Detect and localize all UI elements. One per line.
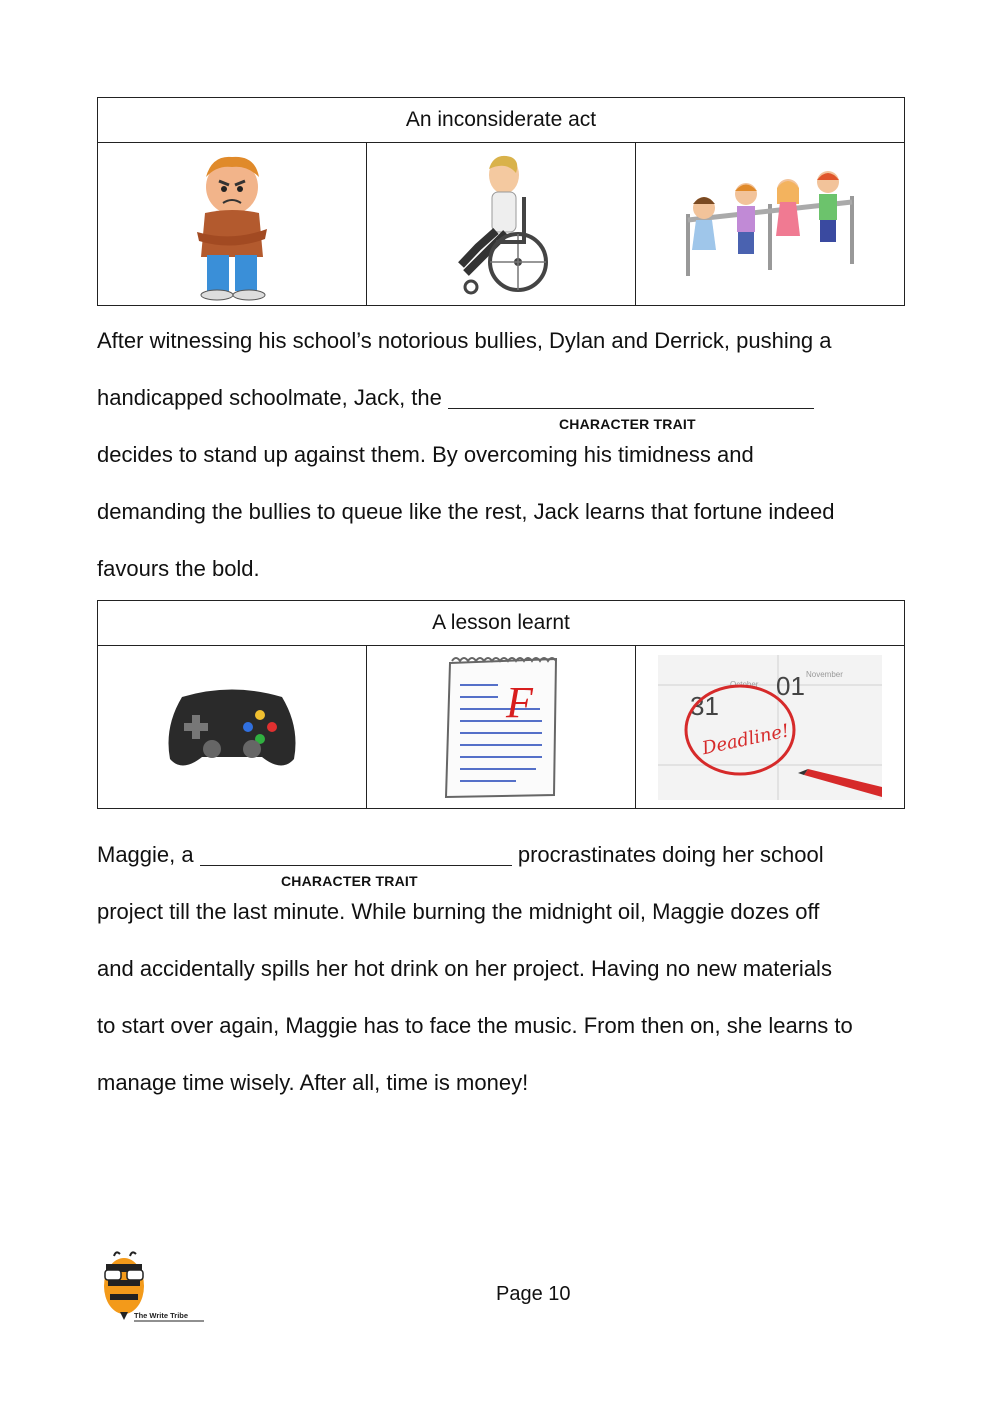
logo-text: The Write Tribe xyxy=(134,1311,189,1320)
story-2-line-4: to start over again, Maggie has to face the music. From then on, she learns to xyxy=(97,1013,853,1038)
panel-inconsiderate-act xyxy=(97,97,905,306)
wheelchair-boy-image xyxy=(366,143,635,305)
story-2-line-2: project till the last minute. While burning the midnight oil, Maggie dozes off xyxy=(97,899,820,924)
panel-lesson-learnt xyxy=(97,600,905,809)
panel-title: A lesson learnt xyxy=(98,601,904,646)
story-2-line-3: and accidentally spills her hot drink on her project. Having no new materials xyxy=(97,956,832,981)
story-1-line-4: demanding the bullies to queue like the rest, Jack learns that fortune indeed xyxy=(97,499,835,524)
failed-paper-image xyxy=(366,646,635,808)
story-1-line-3: decides to stand up against them. By overcoming his timidness and xyxy=(97,442,754,467)
character-trait-blank-2[interactable] xyxy=(200,845,512,866)
character-trait-label-1: CHARACTER TRAIT xyxy=(559,416,696,432)
calendar-month-november: November xyxy=(806,669,843,679)
character-trait-label-2: CHARACTER TRAIT xyxy=(281,873,418,889)
character-trait-blank-1[interactable] xyxy=(448,388,814,409)
deadline-calendar-image xyxy=(635,646,904,808)
story-2-line-1-start: Maggie, a xyxy=(97,842,194,867)
story-1-line-2 xyxy=(97,385,814,411)
angry-boy-image xyxy=(98,143,366,305)
story-2-line-5: manage time wisely. After all, time is money! xyxy=(97,1070,529,1095)
story-1-line-5: favours the bold. xyxy=(97,556,260,581)
calendar-month-october: October xyxy=(730,679,759,689)
grade-text: F xyxy=(506,677,533,727)
story-2-line-1 xyxy=(97,842,824,868)
story-1-line-2-text: handicapped schoolmate, Jack, the xyxy=(97,385,442,410)
deadline-text: Deadline! xyxy=(700,719,792,759)
story-2-line-1-end: procrastinates doing her school xyxy=(517,842,824,867)
calendar-day-31: 31 xyxy=(690,690,719,721)
calendar-day-01: 01 xyxy=(776,670,805,701)
children-queue-image xyxy=(635,143,904,305)
panel-title: An inconsiderate act xyxy=(98,98,904,143)
page-number: Page 10 xyxy=(496,1283,571,1305)
story-1-line-1: After witnessing his school’s notorious bullies, Dylan and Derrick, pushing a xyxy=(97,328,832,353)
write-tribe-logo xyxy=(100,1250,210,1330)
game-controller-image xyxy=(98,646,366,808)
